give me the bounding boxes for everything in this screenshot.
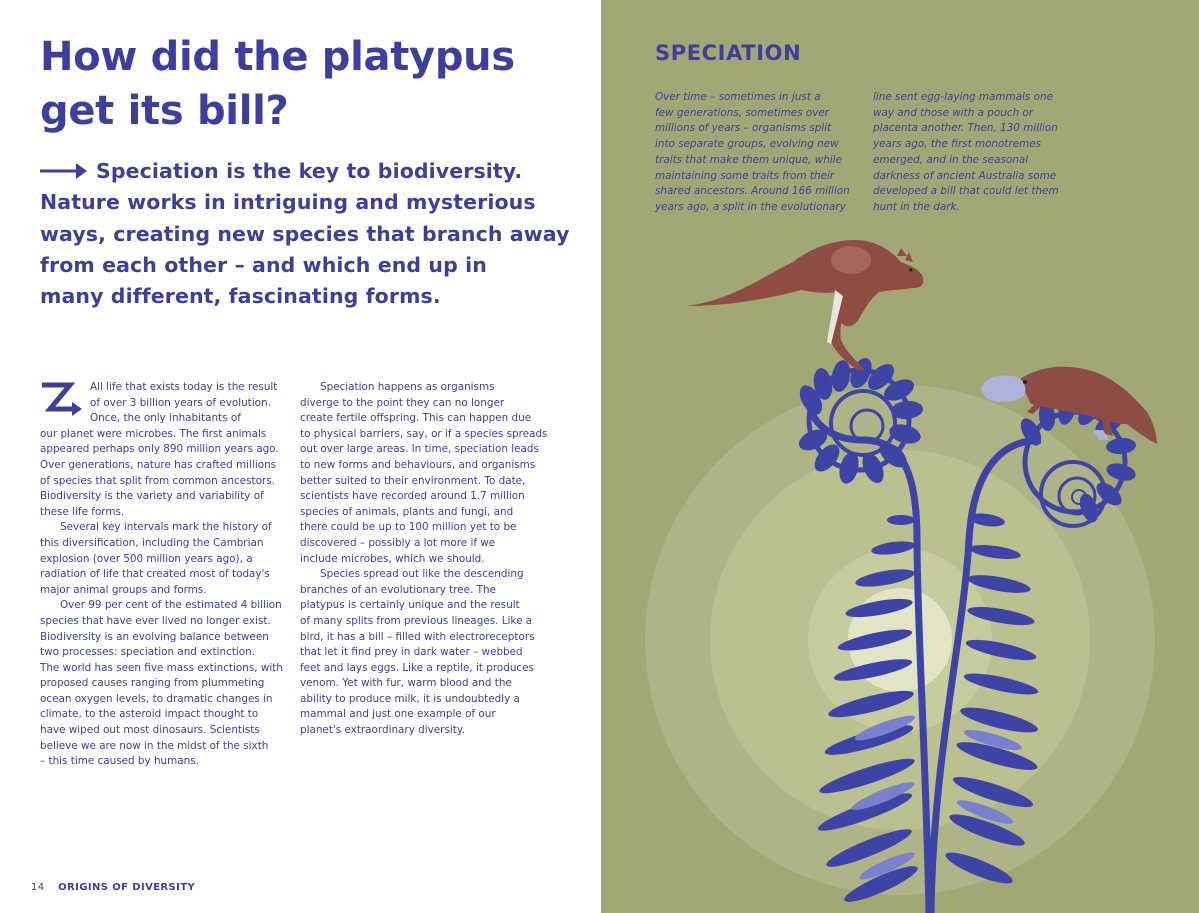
text-line: have wiped out most dinosaurs. Scientists [40, 724, 260, 737]
text-line: Over time – sometimes in just a [655, 91, 821, 103]
text-line: out over large areas. In time, speciation leads [300, 443, 539, 456]
zigzag-icon [40, 382, 84, 418]
text-line: developed a bill that could let them [873, 185, 1059, 198]
text-line: believe we are now in the midst of the sixth [40, 739, 269, 752]
text-line: The world has seen five mass extinctions, with [40, 661, 283, 674]
sidebar-title: SPECIATION [655, 41, 802, 65]
lead-line: ways, creating new species that branch away [40, 221, 570, 246]
text-line: of over 3 billion years of evolution. [90, 396, 271, 409]
body-column-1 [40, 380, 286, 770]
text-line: All life that exists today is the result [90, 381, 278, 393]
text-line: Biodiversity is an evolving balance between [40, 630, 269, 643]
text-line: into separate groups, evolving new [655, 138, 839, 151]
sidebar-column-2 [873, 90, 1077, 216]
text-line: darkness of ancient Australia some [873, 169, 1057, 182]
text-line: radiation of life that created most of today's [40, 568, 270, 581]
text-line: planet's extraordinary diversity. [300, 724, 465, 737]
text-line: climate, to the asteroid impact thought to [40, 708, 259, 721]
text-line: ocean oxygen levels, to dramatic changes in [40, 692, 273, 705]
text-line: millions of years – organisms split [655, 122, 832, 135]
text-line: emerged, and in the seasonal [873, 153, 1029, 166]
text-line: create fertile offspring. This can happen due [300, 412, 532, 425]
text-line: major animal groups and forms. [40, 583, 207, 596]
lead-line: Nature works in intriguing and mysterious [40, 190, 536, 215]
text-line: our planet were microbes. The first animals [40, 427, 267, 440]
text-line: traits that make them unique, while [655, 153, 842, 166]
text-line: line sent egg-laying mammals one [873, 91, 1053, 103]
page-title [40, 30, 580, 138]
text-line: species that have ever lived no longer exist. [40, 614, 271, 627]
text-line: few generations, sometimes over [655, 106, 830, 119]
text-line: Biodiversity is the variety and variability of [40, 490, 264, 503]
body-paragraph [40, 520, 286, 598]
text-line: way and those with a pouch or [873, 106, 1034, 119]
title-line: get its bill? [40, 88, 289, 134]
text-line: years ago, a split in the evolutionary [655, 200, 846, 213]
text-line: this diversification, including the Cambrian [40, 536, 264, 549]
body-paragraph [300, 380, 550, 567]
text-line: Speciation happens as organisms [320, 381, 495, 393]
text-line: scientists have recorded around 1.7 million [300, 490, 525, 503]
text-line: of species that split from common ancestors. [40, 474, 275, 487]
body-paragraph [300, 567, 550, 739]
lead-line: many different, fascinating forms. [40, 284, 441, 309]
text-line: to physical barriers, say, or if a species spreads [300, 427, 548, 440]
lead-line: Speciation is the key to biodiversity. [96, 159, 523, 183]
text-line: explosion (over 500 million years ago), a [40, 552, 253, 565]
text-line: maintaining some traits from their [655, 169, 835, 182]
text-line: hunt in the dark. [873, 200, 960, 213]
text-line: Once, the only inhabitants of [90, 412, 241, 425]
text-line: mammal and just one example of our [300, 708, 496, 721]
text-line: to new forms and behaviours, and organisms [300, 458, 536, 471]
text-line: Several key intervals mark the history of [60, 521, 272, 534]
sidebar-column-1 [655, 90, 859, 216]
text-line: include microbes, which we should. [300, 552, 485, 565]
text-line: branches of an evolutionary tree. The [300, 583, 497, 596]
page-footer [31, 882, 195, 893]
lead-paragraph [40, 156, 580, 312]
text-line: two processes: speciation and extinction. [40, 646, 256, 659]
text-line: there could be up to 100 million yet to be [300, 521, 517, 534]
arrow-right-icon [40, 162, 88, 180]
text-line: ability to produce milk, it is undoubtedly a [300, 692, 520, 705]
kangaroo-icon [687, 240, 923, 370]
text-line: discovered – possibly a lot more if we [300, 536, 496, 549]
text-line: placenta another. Then, 130 million [873, 122, 1058, 135]
section-name: ORIGINS OF DIVERSITY [58, 882, 196, 893]
text-line: venom. Yet with fur, warm blood and the [300, 677, 512, 690]
text-line: feet and lays eggs. Like a reptile, it produces [300, 661, 534, 674]
right-page [601, 0, 1199, 913]
title-line: How did the platypus [40, 34, 515, 80]
page-number: 14 [31, 882, 45, 893]
text-line: Species spread out like the descending [320, 568, 524, 581]
text-line: better suited to their environment. To date, [300, 474, 526, 487]
text-line: these life forms. [40, 505, 125, 518]
body-paragraph [40, 598, 286, 770]
text-line: bird, it has a bill – filled with electroreceptors [300, 630, 535, 643]
text-line: years ago, the first monotremes [873, 138, 1042, 151]
text-line: – this time caused by humans. [40, 755, 199, 768]
text-line: that let it find prey in dark water – webbed [300, 646, 523, 659]
text-line: proposed causes ranging from plummeting [40, 677, 265, 690]
body-column-2 [300, 380, 550, 739]
text-line: platypus is certainly unique and the result [300, 599, 520, 612]
lead-line: from each other – and which end up in [40, 252, 487, 277]
text-line: appeared perhaps only 890 million years ago. [40, 443, 279, 456]
text-line: Over generations, nature has crafted millions [40, 458, 277, 471]
text-line: species of animals, plants and fungi, and [300, 505, 514, 518]
text-line: diverge to the point they can no longer [300, 396, 505, 409]
text-line: Over 99 per cent of the estimated 4 billion [60, 599, 282, 612]
text-line: of many splits from previous lineages. Like a [300, 614, 533, 627]
text-line: shared ancestors. Around 166 million [655, 185, 850, 198]
